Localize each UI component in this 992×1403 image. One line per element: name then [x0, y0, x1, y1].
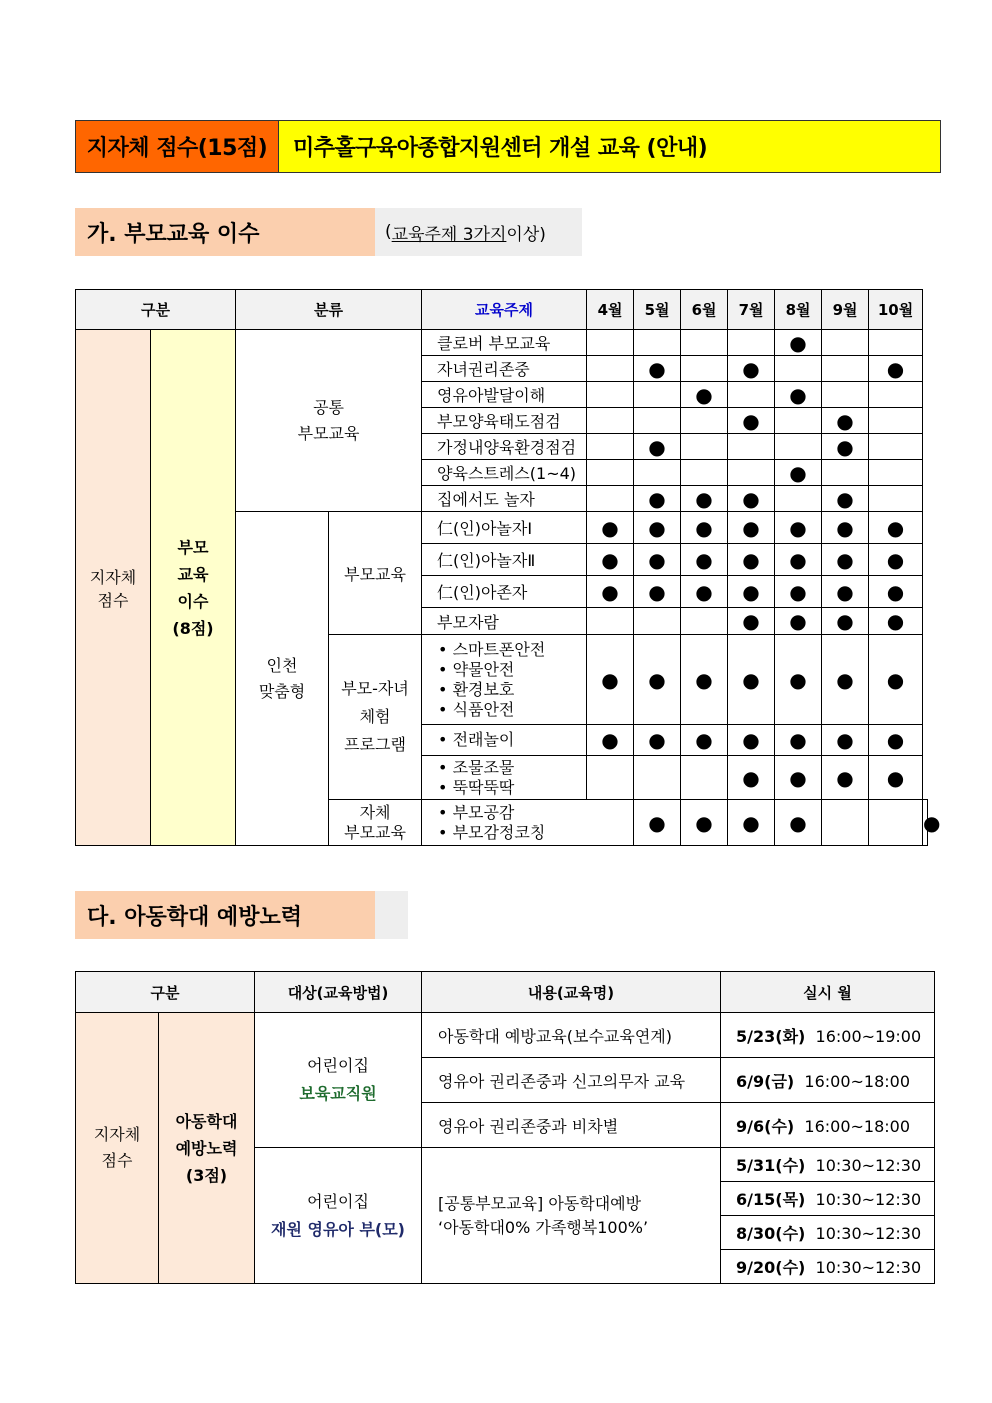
subcategory-experience: 부모-자녀 체험 프로그램: [329, 635, 422, 800]
header-month: 7월: [728, 290, 775, 330]
month-cell: ●: [728, 800, 775, 846]
month-cell: ●: [869, 756, 923, 800]
month-cell: ●: [822, 486, 869, 512]
group-parent-edu: 부모 교육 이수 (8점): [151, 330, 236, 846]
section-c-header: [75, 891, 408, 939]
month-cell: ●: [728, 576, 775, 608]
month-cell: [681, 356, 728, 382]
month-cell: ●: [775, 576, 822, 608]
header-content: 내용(교육명): [422, 972, 721, 1013]
month-cell: [587, 486, 634, 512]
month-cell: [869, 382, 923, 408]
topic-cell: 仁(인)아존자: [422, 576, 587, 608]
month-cell: ●: [869, 576, 923, 608]
month-cell: ●: [728, 544, 775, 576]
header-target: 대상(교육방법): [255, 972, 422, 1013]
month-cell: [587, 460, 634, 486]
month-cell: ●: [822, 608, 869, 635]
month-cell: ●: [775, 460, 822, 486]
parent-content-cell: [공통부모교육] 아동학대예방 ‘아동학대0% 가족행복100%’: [422, 1148, 721, 1284]
month-cell: ●: [775, 800, 822, 846]
month-cell: [869, 460, 923, 486]
month-cell: ●: [869, 635, 923, 725]
month-cell: ●: [869, 544, 923, 576]
month-cell: ●: [728, 608, 775, 635]
month-cell: ●: [728, 756, 775, 800]
month-cell: ●: [775, 330, 822, 356]
parent-education-table: [75, 289, 941, 846]
month-cell: [822, 382, 869, 408]
month-cell: ●: [728, 486, 775, 512]
target-parents: 어린이집 재원 영유아 부(모): [255, 1148, 422, 1284]
header-month: 6월: [681, 290, 728, 330]
self-topics: [422, 800, 634, 846]
list-item: • 뚝딱뚝딱: [438, 777, 515, 797]
section-a-note-underlined: 교육주제 3가지: [391, 224, 507, 245]
month-cell: ●: [634, 356, 681, 382]
month-cell: ●: [822, 725, 869, 756]
month-cell: ●: [775, 635, 822, 725]
month-cell: [634, 460, 681, 486]
month-cell: ●: [681, 382, 728, 408]
month-cell: ●: [634, 800, 681, 846]
month-cell: [822, 356, 869, 382]
topic-cell: 집에서도 놀자: [422, 486, 587, 512]
month-cell: [775, 486, 822, 512]
month-cell: [681, 756, 728, 800]
month-cell: ●: [634, 486, 681, 512]
month-cell: ●: [869, 725, 923, 756]
month-cell: [634, 408, 681, 434]
group-abuse-prevention: 아동학대 예방노력 (3점): [159, 1013, 255, 1284]
month-cell: [822, 330, 869, 356]
month-cell: ●: [587, 725, 634, 756]
experience-topics: [422, 725, 587, 756]
list-item: • 식품안전: [438, 699, 515, 719]
category-incheon: 인천 맞춤형: [236, 512, 329, 846]
date-cell: 6/15(목) 10:30~12:30: [721, 1182, 935, 1216]
month-cell: ●: [775, 756, 822, 800]
header-month: 실시 월: [721, 972, 935, 1013]
section-a-title: 가. 부모교육 이수: [75, 208, 375, 256]
month-cell: ●: [681, 725, 728, 756]
list-item: • 약물안전: [438, 659, 515, 679]
date-cell: 5/23(화) 16:00~19:00: [721, 1013, 935, 1058]
month-cell: [869, 434, 923, 460]
month-cell: [634, 330, 681, 356]
month-cell: [681, 460, 728, 486]
month-cell: ●: [775, 725, 822, 756]
topic-cell: 영유아발달이해: [422, 382, 587, 408]
month-cell: ●: [587, 544, 634, 576]
date-cell: 9/6(수) 16:00~18:00: [721, 1103, 935, 1148]
month-cell: ●: [869, 356, 923, 382]
month-cell: [775, 434, 822, 460]
month-cell: ●: [681, 512, 728, 544]
topic-cell: 仁(인)아놀자Ⅱ: [422, 544, 587, 576]
month-cell: ●: [775, 544, 822, 576]
month-cell: [681, 434, 728, 460]
topic-cell: 부모자람: [422, 608, 587, 635]
month-cell: [587, 608, 634, 635]
section-a-note: ( 교육주제 3가지 이상): [375, 208, 582, 256]
month-cell: ●: [822, 635, 869, 725]
header-month: 9월: [822, 290, 869, 330]
month-cell: ●: [681, 800, 728, 846]
header-month: 5월: [634, 290, 681, 330]
abuse-prevention-table: [75, 971, 935, 1284]
month-cell: ●: [923, 800, 928, 846]
month-cell: [822, 800, 869, 846]
month-cell: ●: [775, 512, 822, 544]
month-cell: [869, 330, 923, 356]
list-item: • 전래놀이: [438, 730, 515, 749]
category-self: 자체 부모교육: [329, 800, 422, 846]
month-cell: [775, 408, 822, 434]
month-cell: ●: [822, 408, 869, 434]
group-local-score: 지자체 점수: [76, 330, 151, 846]
month-cell: ●: [634, 635, 681, 725]
date-cell: 9/20(수) 10:30~12:30: [721, 1250, 935, 1284]
experience-topics: [422, 635, 587, 725]
list-item: • 부모공감: [438, 802, 515, 822]
month-cell: [587, 382, 634, 408]
content-cell: 아동학대 예방교육(보수교육연계): [422, 1013, 721, 1058]
month-cell: ●: [869, 512, 923, 544]
month-cell: ●: [634, 544, 681, 576]
month-cell: [587, 434, 634, 460]
month-cell: ●: [634, 725, 681, 756]
group-local-score: 지자체 점수: [76, 1013, 159, 1284]
date-cell: 8/30(수) 10:30~12:30: [721, 1216, 935, 1250]
topic-cell: 부모양육태도점검: [422, 408, 587, 434]
month-cell: [869, 800, 923, 846]
month-cell: ●: [634, 576, 681, 608]
header-gubun: 구분: [76, 290, 236, 330]
month-cell: ●: [728, 725, 775, 756]
month-cell: [681, 608, 728, 635]
month-cell: ●: [822, 756, 869, 800]
month-cell: [634, 608, 681, 635]
month-cell: ●: [681, 576, 728, 608]
header-month: 10월: [869, 290, 923, 330]
month-cell: [728, 460, 775, 486]
category-common: 공통 부모교육: [236, 330, 422, 512]
month-cell: ●: [822, 512, 869, 544]
table-header-row: [76, 290, 928, 330]
month-cell: ●: [822, 434, 869, 460]
month-cell: ●: [822, 576, 869, 608]
month-cell: [728, 330, 775, 356]
month-cell: ●: [681, 635, 728, 725]
month-cell: [869, 486, 923, 512]
list-item: • 부모감정코칭: [438, 822, 546, 842]
month-cell: ●: [587, 576, 634, 608]
month-cell: [728, 382, 775, 408]
month-cell: [587, 408, 634, 434]
month-cell: ●: [869, 608, 923, 635]
month-cell: [681, 330, 728, 356]
month-cell: [587, 356, 634, 382]
month-cell: ●: [728, 635, 775, 725]
score-title: 지자체 점수(15점): [76, 121, 279, 172]
target-staff: 어린이집 보육교직원: [255, 1013, 422, 1148]
header-topic: 교육주제: [422, 290, 587, 330]
table-row: [76, 330, 928, 356]
content-cell: 영유아 권리존중과 신고의무자 교육: [422, 1058, 721, 1103]
section-a-header: [75, 208, 582, 256]
date-cell: 6/9(금) 16:00~18:00: [721, 1058, 935, 1103]
date-cell: 5/31(수) 10:30~12:30: [721, 1148, 935, 1182]
month-cell: [587, 330, 634, 356]
month-cell: ●: [681, 544, 728, 576]
month-cell: [869, 408, 923, 434]
list-item: • 조물조물: [438, 757, 515, 777]
month-cell: [587, 756, 634, 800]
subcategory-parent-edu: 부모교육: [329, 512, 422, 635]
month-cell: ●: [634, 512, 681, 544]
month-cell: [634, 756, 681, 800]
month-cell: ●: [775, 382, 822, 408]
month-cell: [775, 356, 822, 382]
topic-cell: 仁(인)아놀자Ⅰ: [422, 512, 587, 544]
month-cell: ●: [587, 635, 634, 725]
title-bar: [75, 120, 941, 173]
table-row: [76, 1013, 935, 1058]
list-item: • 스마트폰안전: [438, 639, 546, 659]
header-category: 분류: [236, 290, 422, 330]
topic-cell: 클로버 부모교육: [422, 330, 587, 356]
header-month: 4월: [587, 290, 634, 330]
table-header-row: [76, 972, 935, 1013]
month-cell: ●: [587, 512, 634, 544]
page-title: 미추홀구육아종합지원센터 개설 교육 (안내): [279, 121, 940, 172]
experience-topics: [422, 756, 587, 800]
header-month: 8월: [775, 290, 822, 330]
topic-cell: 자녀권리존중: [422, 356, 587, 382]
month-cell: ●: [728, 356, 775, 382]
month-cell: [728, 434, 775, 460]
month-cell: ●: [822, 544, 869, 576]
month-cell: [634, 382, 681, 408]
month-cell: [681, 408, 728, 434]
section-c-spacer: [375, 891, 408, 939]
month-cell: ●: [681, 486, 728, 512]
header-gubun: 구분: [76, 972, 255, 1013]
topic-cell: 양육스트레스(1~4): [422, 460, 587, 486]
month-cell: ●: [634, 434, 681, 460]
list-item: • 환경보호: [438, 679, 515, 699]
month-cell: [822, 460, 869, 486]
content-cell: 영유아 권리존중과 비차별: [422, 1103, 721, 1148]
month-cell: ●: [728, 408, 775, 434]
month-cell: ●: [775, 608, 822, 635]
month-cell: ●: [728, 512, 775, 544]
section-c-title: 다. 아동학대 예방노력: [75, 891, 375, 939]
topic-cell: 가정내양육환경점검: [422, 434, 587, 460]
